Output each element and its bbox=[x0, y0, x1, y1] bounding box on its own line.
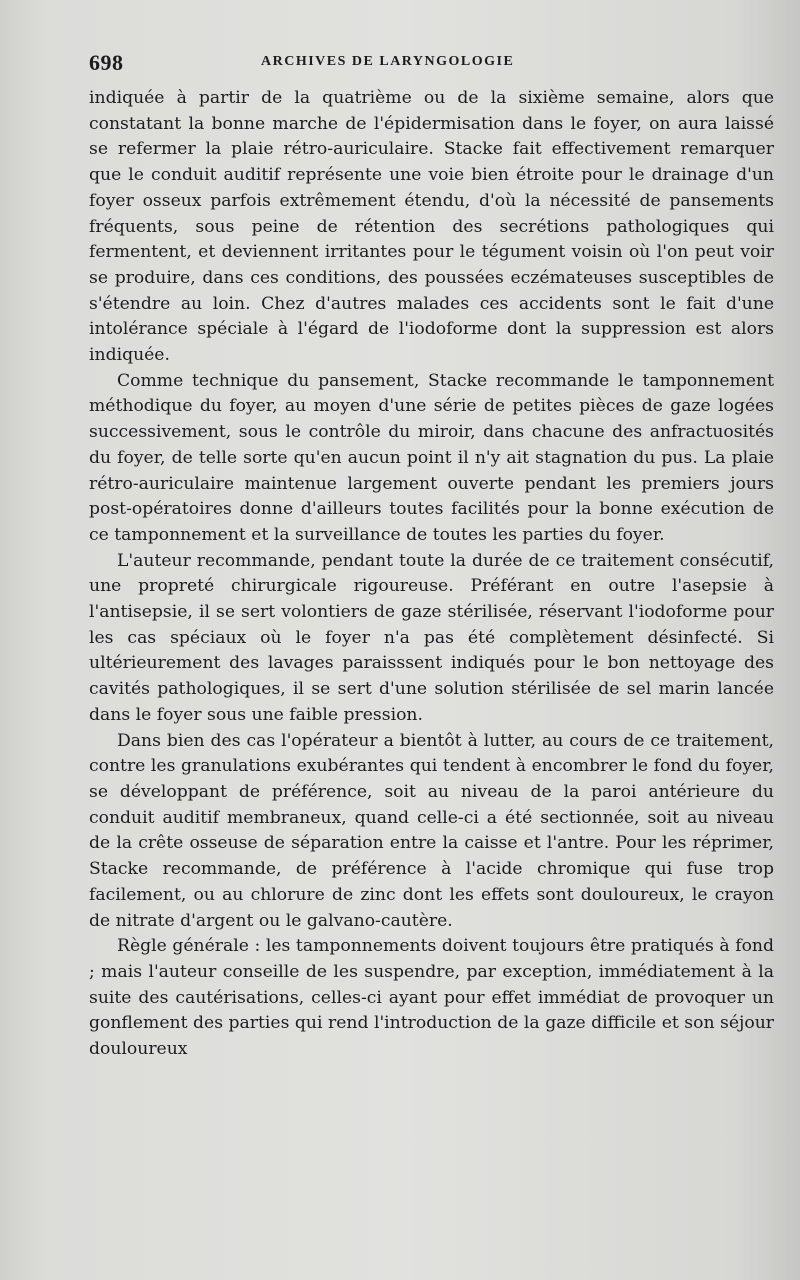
running-title: ARCHIVES DE LARYNGOLOGIE bbox=[261, 54, 515, 69]
paragraph: Dans bien des cas l'opérateur a bientôt à lutter, au cours de ce traitement, contre les granulations exubérantes qui tendent à encombrer le fond du foyer, se développant de préférence, soit au niveau de la paroi antérieure du conduit auditif membraneux, quand celle-ci a été sectionnée, soit au niveau de la crête osseuse de séparation entre la caisse et l'antre. Pour les réprimer, Stacke recommande, de préférence à l'acide chromique qui fuse trop facilement, ou au chlorure de zinc dont les effets sont douloureux, le crayon de nitrate d'argent ou le galvano-cautère. bbox=[89, 730, 774, 931]
paragraph: L'auteur recommande, pendant toute la durée de ce traitement consécutif, une propreté chirurgicale rigoureuse. Préférant en outre l'asepsie à l'antisepsie, il se sert volontiers de gaze stérilisée, réservant l'iodoforme pour les cas spéciaux où le foyer n'a pas été complètement désinfecté. Si ultérieurement des lavages paraisssent indiqués pour le bon nettoyage des cavités pathologiques, il se sert d'une solution stérilisée de sel marin lancée dans le foyer sous une faible pression. bbox=[89, 550, 774, 725]
body-text bbox=[89, 86, 774, 1063]
page-header bbox=[89, 50, 774, 86]
paragraph: Règle générale : les tamponnements doivent toujours être pratiqués à fond ; mais l'auteur conseille de les suspendre, par exception, immédiatement à la suite des cautérisations, celles-ci ayant pour effet immédiat de provoquer un gonflement des parties qui rend l'introduction de la gaze difficile et son séjour douloureux bbox=[89, 936, 774, 1060]
page-number: 698 bbox=[89, 50, 124, 75]
paragraph: indiquée à partir de la quatrième ou de la sixième semaine, alors que constatant la bonne marche de l'épidermisation dans le foyer, on aura laissé se refermer la plaie rétro-auriculaire. Stacke fait effectivement remarquer que le conduit auditif représente une voie bien étroite pour le drainage d'un foyer osseux parfois extrêmement étendu, d'où la nécessité de pansements fréquents, sous peine de rétention des secrétions pathologiques qui fermentent, et deviennent irritantes pour le tégument voisin où l'on peut voir se produire, dans ces conditions, des poussées eczémateuses susceptibles de s'étendre au loin. Chez d'autres malades ces accidents sont le fait d'une intolérance spéciale à l'égard de l'iodoforme dont la suppression est alors indiquée. bbox=[89, 88, 774, 366]
paragraph: Comme technique du pansement, Stacke recommande le tamponnement méthodique du foyer, au moyen d'une série de petites pièces de gaze logées successivement, sous le contrôle du miroir, dans chacune des anfractuosités du foyer, de telle sorte qu'en aucun point il n'y ait stagnation du pus. La plaie rétro-auriculaire maintenue largement ouverte pendant les premiers jours post-opératoires donne d'ailleurs toutes facilités pour la bonne exécution de ce tamponnement et la surveillance de toutes les parties du foyer. bbox=[89, 370, 774, 545]
